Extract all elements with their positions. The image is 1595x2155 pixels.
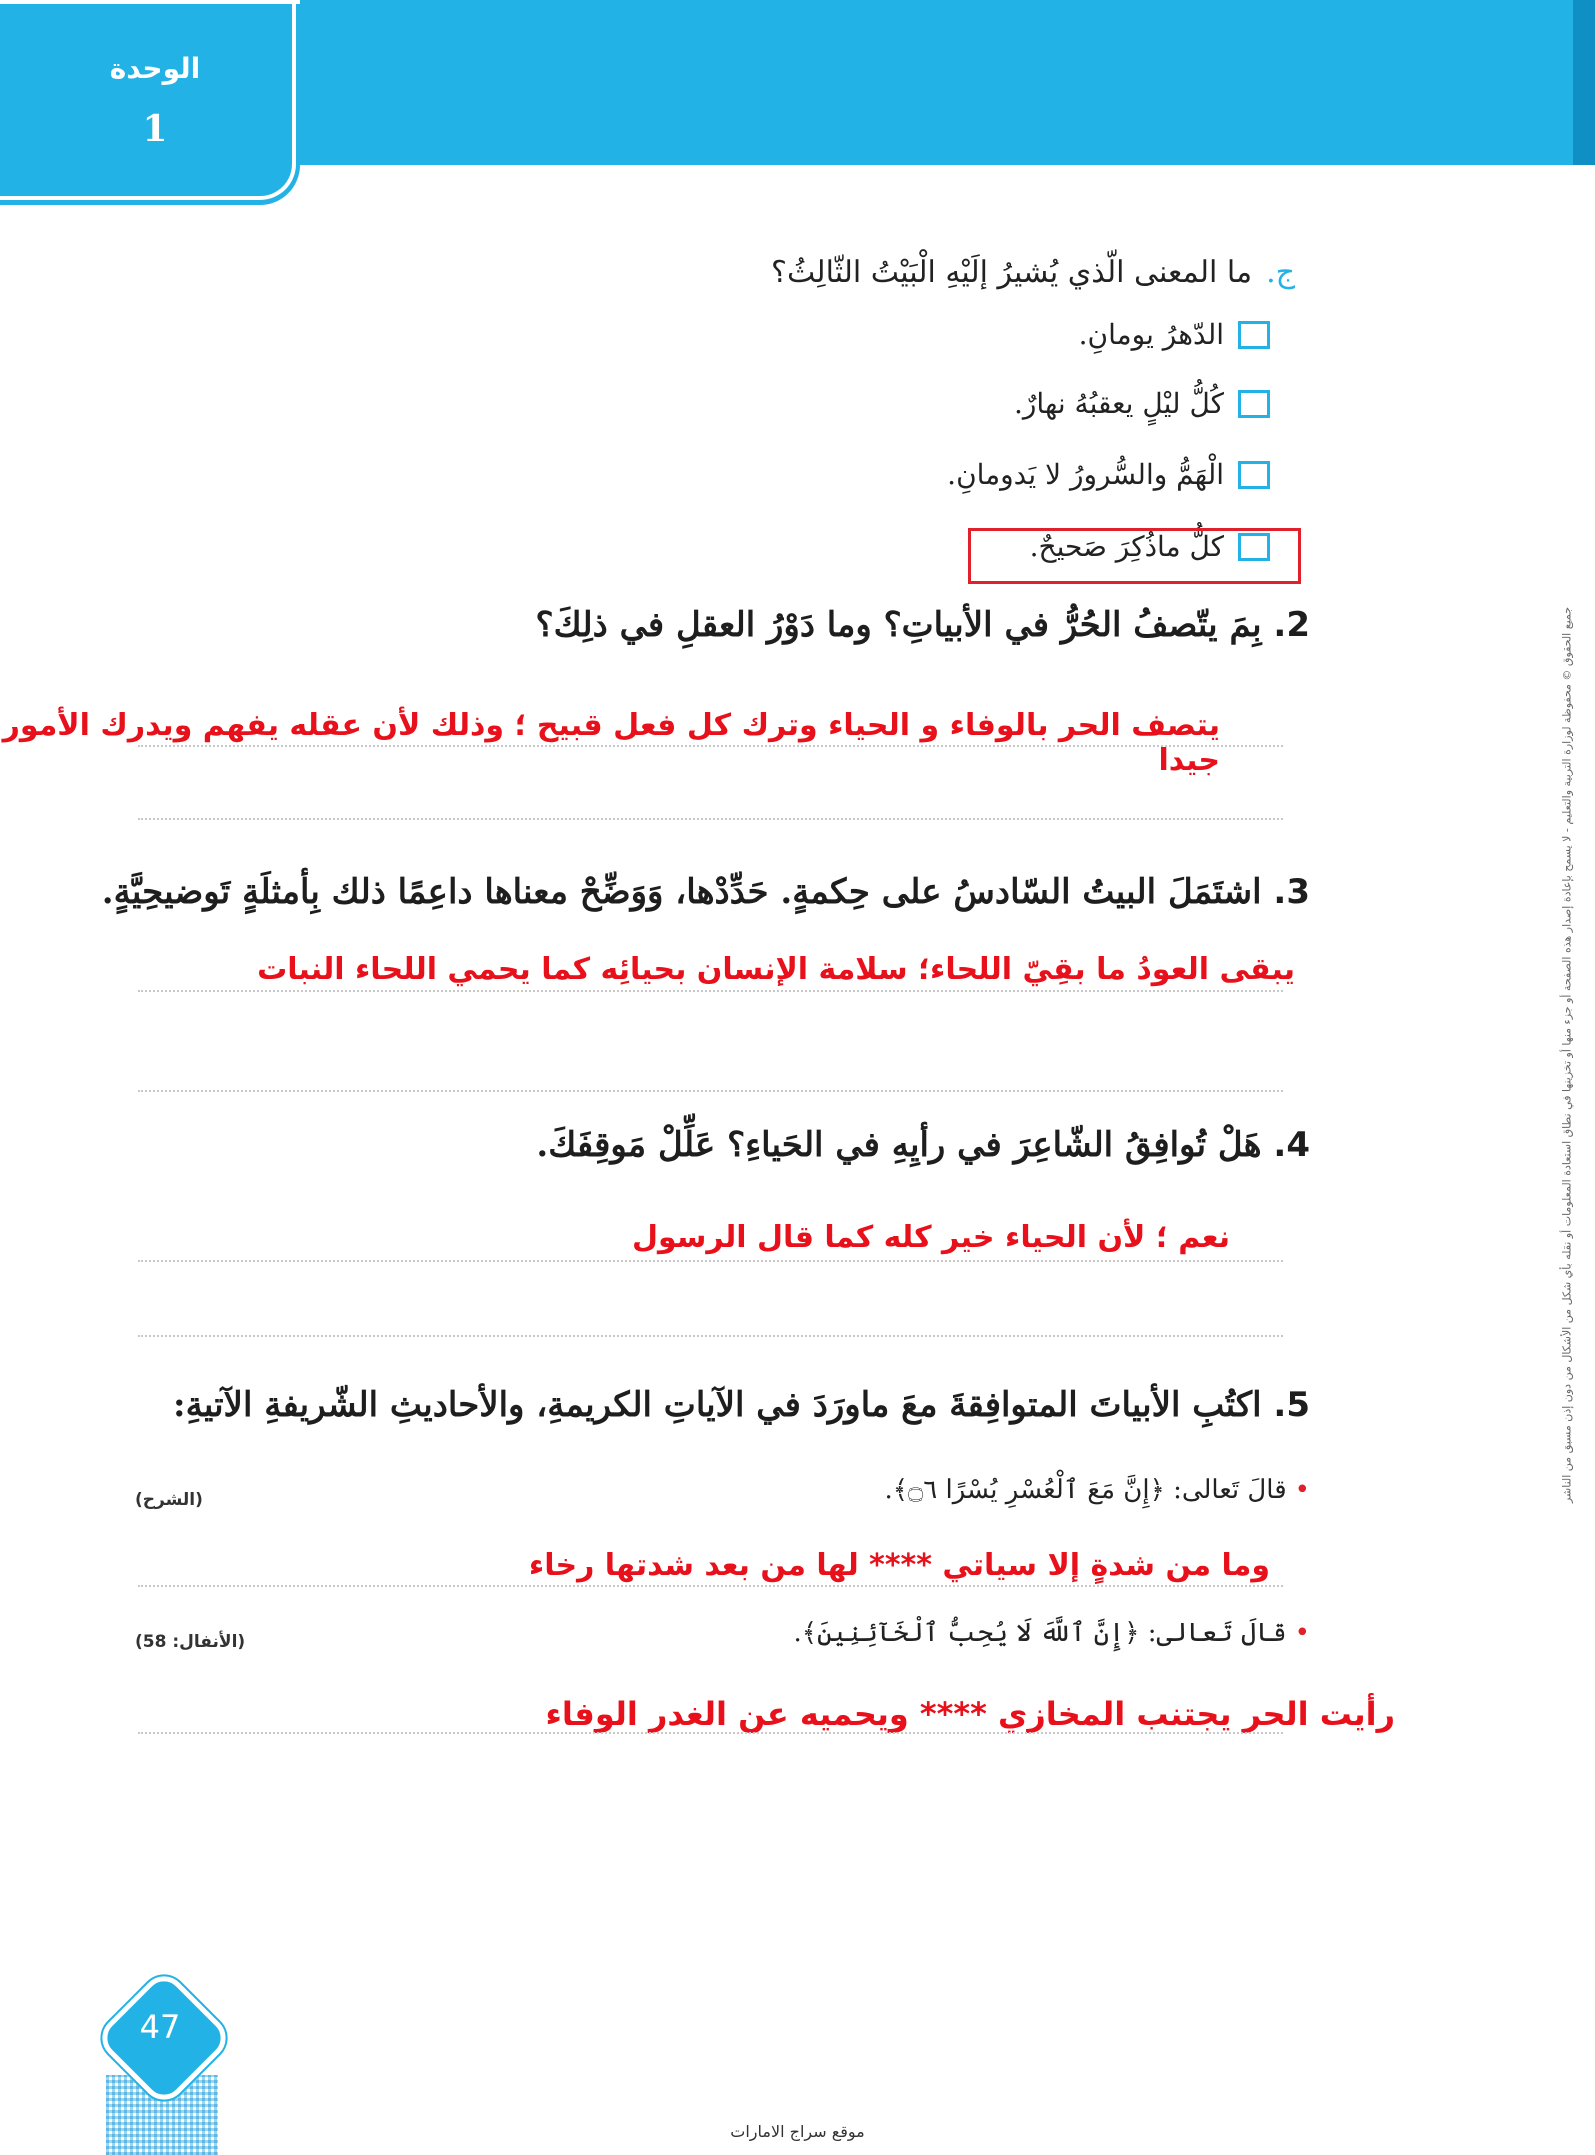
option-label: الدّهرُ يومانِ. (1078, 318, 1224, 351)
selected-answer-highlight (968, 528, 1301, 584)
question-4 (536, 1125, 1310, 1165)
bullet-icon: • (1294, 1475, 1310, 1505)
unit-label: الوحدة (109, 52, 201, 85)
answer-line (138, 1732, 1283, 1734)
question-c-letter: ج. (1266, 255, 1295, 290)
verse-1-reference: (الشرح) (135, 1490, 203, 1510)
option-label: كُلُّ ليْلٍ يعقبُهُ نهارٌ. (1014, 387, 1224, 420)
question-c (771, 255, 1295, 290)
question-5 (173, 1385, 1310, 1425)
verse-text: قالَ تَعالى: ﴿إِنَّ مَعَ ٱلْعُسْرِ يُسْرًا ۝٦﴾. (884, 1475, 1287, 1505)
page-number: 47 (139, 2008, 181, 2046)
checkbox-icon[interactable] (1238, 390, 1270, 418)
page-number-badge (106, 1980, 214, 2088)
answer-line (138, 1335, 1283, 1337)
unit-box (0, 0, 300, 205)
option-3[interactable] (947, 458, 1270, 491)
question-text: اشتَمَلَ البيتُ السّادسُ على حِكمةٍ. حَدِّدْها، وَوَضِّحْ معناها داعِمًا ذلك بِأمثلَةٍ تَوضيحِيَّةٍ. (101, 872, 1262, 912)
verse-1 (885, 1475, 1311, 1505)
footer-site-name: موقع سراج الامارات (730, 2122, 865, 2141)
option-label: الْهَمُّ والسُّرورُ لا يَدومانِ. (947, 458, 1224, 491)
option-label: كلُّ ماذُكِرَ صَحيحٌ. (1029, 530, 1224, 563)
option-2[interactable] (1014, 387, 1270, 420)
question-3 (102, 872, 1310, 912)
verse-2 (793, 1618, 1310, 1648)
answer-3: يبقى العودُ ما بقِيّ اللحاء؛ سلامة الإنسان بحيائِه كما يحمي اللحاء النبات (257, 952, 1295, 987)
answer-line (138, 745, 1283, 747)
answer-line (138, 818, 1283, 820)
answer-4: نعم ؛ لأن الحياء خير كله كما قال الرسول (632, 1220, 1230, 1255)
question-2 (536, 605, 1310, 645)
question-number: 5. (1273, 1385, 1310, 1425)
answer-line (138, 1260, 1283, 1262)
question-text: هَلْ تُوافِقُ الشّاعِرَ في رأيِهِ في الحَياءِ؟ عَلِّلْ مَوقِفَكَ. (536, 1125, 1262, 1165)
question-number: 2. (1273, 605, 1310, 645)
verse-2-answer: رأيت الحر يجتنب المخازي **** ويحميه عن الغدر الوفاء (545, 1695, 1395, 1733)
bullet-icon: • (1294, 1618, 1310, 1648)
copyright-side-note (1552, 480, 1582, 1630)
question-number: 3. (1273, 872, 1310, 912)
checkbox-icon[interactable] (1238, 461, 1270, 489)
checkbox-icon[interactable] (1238, 321, 1270, 349)
verse-text: قالَ تَعالى: ﴿إِنَّ ٱللَّهَ لَا يُحِبُّ ٱلْخَآئِنِينَ﴾. (793, 1618, 1287, 1648)
question-text: اكتُبِ الأبياتَ المتوافِقةَ معَ ماورَدَ في الآياتِ الكريمةِ، والأحاديثِ الشّريفةِ الآتيةِ: (173, 1385, 1262, 1425)
answer-2: يتصف الحر بالوفاء و الحياء وترك كل فعل قبيح ؛ وذلك لأن عقله يفهم ويدرك الأمور جيدا (2, 708, 1220, 778)
question-text: بِمَ يتّصفُ الحُرُّ في الأبياتِ؟ وما دَوْرُ العقلِ في ذلِكَ؟ (535, 605, 1262, 645)
verse-1-answer: وما من شدةٍ إلا سياتي **** لها من بعد شدتها رخاء (528, 1548, 1270, 1583)
verse-2-reference: (الأنفال: 58) (135, 1632, 246, 1652)
question-c-text: ما المعنى الّذي يُشيرُ إلَيْهِ الْبَيْتُ الثّالِثُ؟ (771, 255, 1253, 290)
question-number: 4. (1273, 1125, 1310, 1165)
header-right-strip (1573, 0, 1595, 165)
unit-number: 1 (142, 108, 168, 150)
answer-line (138, 1090, 1283, 1092)
option-1[interactable] (1079, 318, 1270, 351)
copyright-text: جميع الحقوق © محفوظة لوزارة التربية والتعليم - لا يسمح بإعادة إصدار هذه الصفحة أو جزء منها أو تخزينها في نطاق استعادة المعلومات أو نقله بأي شكل من الأشكال من دون إذن مسبق من الناشر (1560, 606, 1574, 1504)
unit-box-border (0, 0, 296, 200)
answer-line (138, 1585, 1283, 1587)
answer-line (138, 990, 1283, 992)
